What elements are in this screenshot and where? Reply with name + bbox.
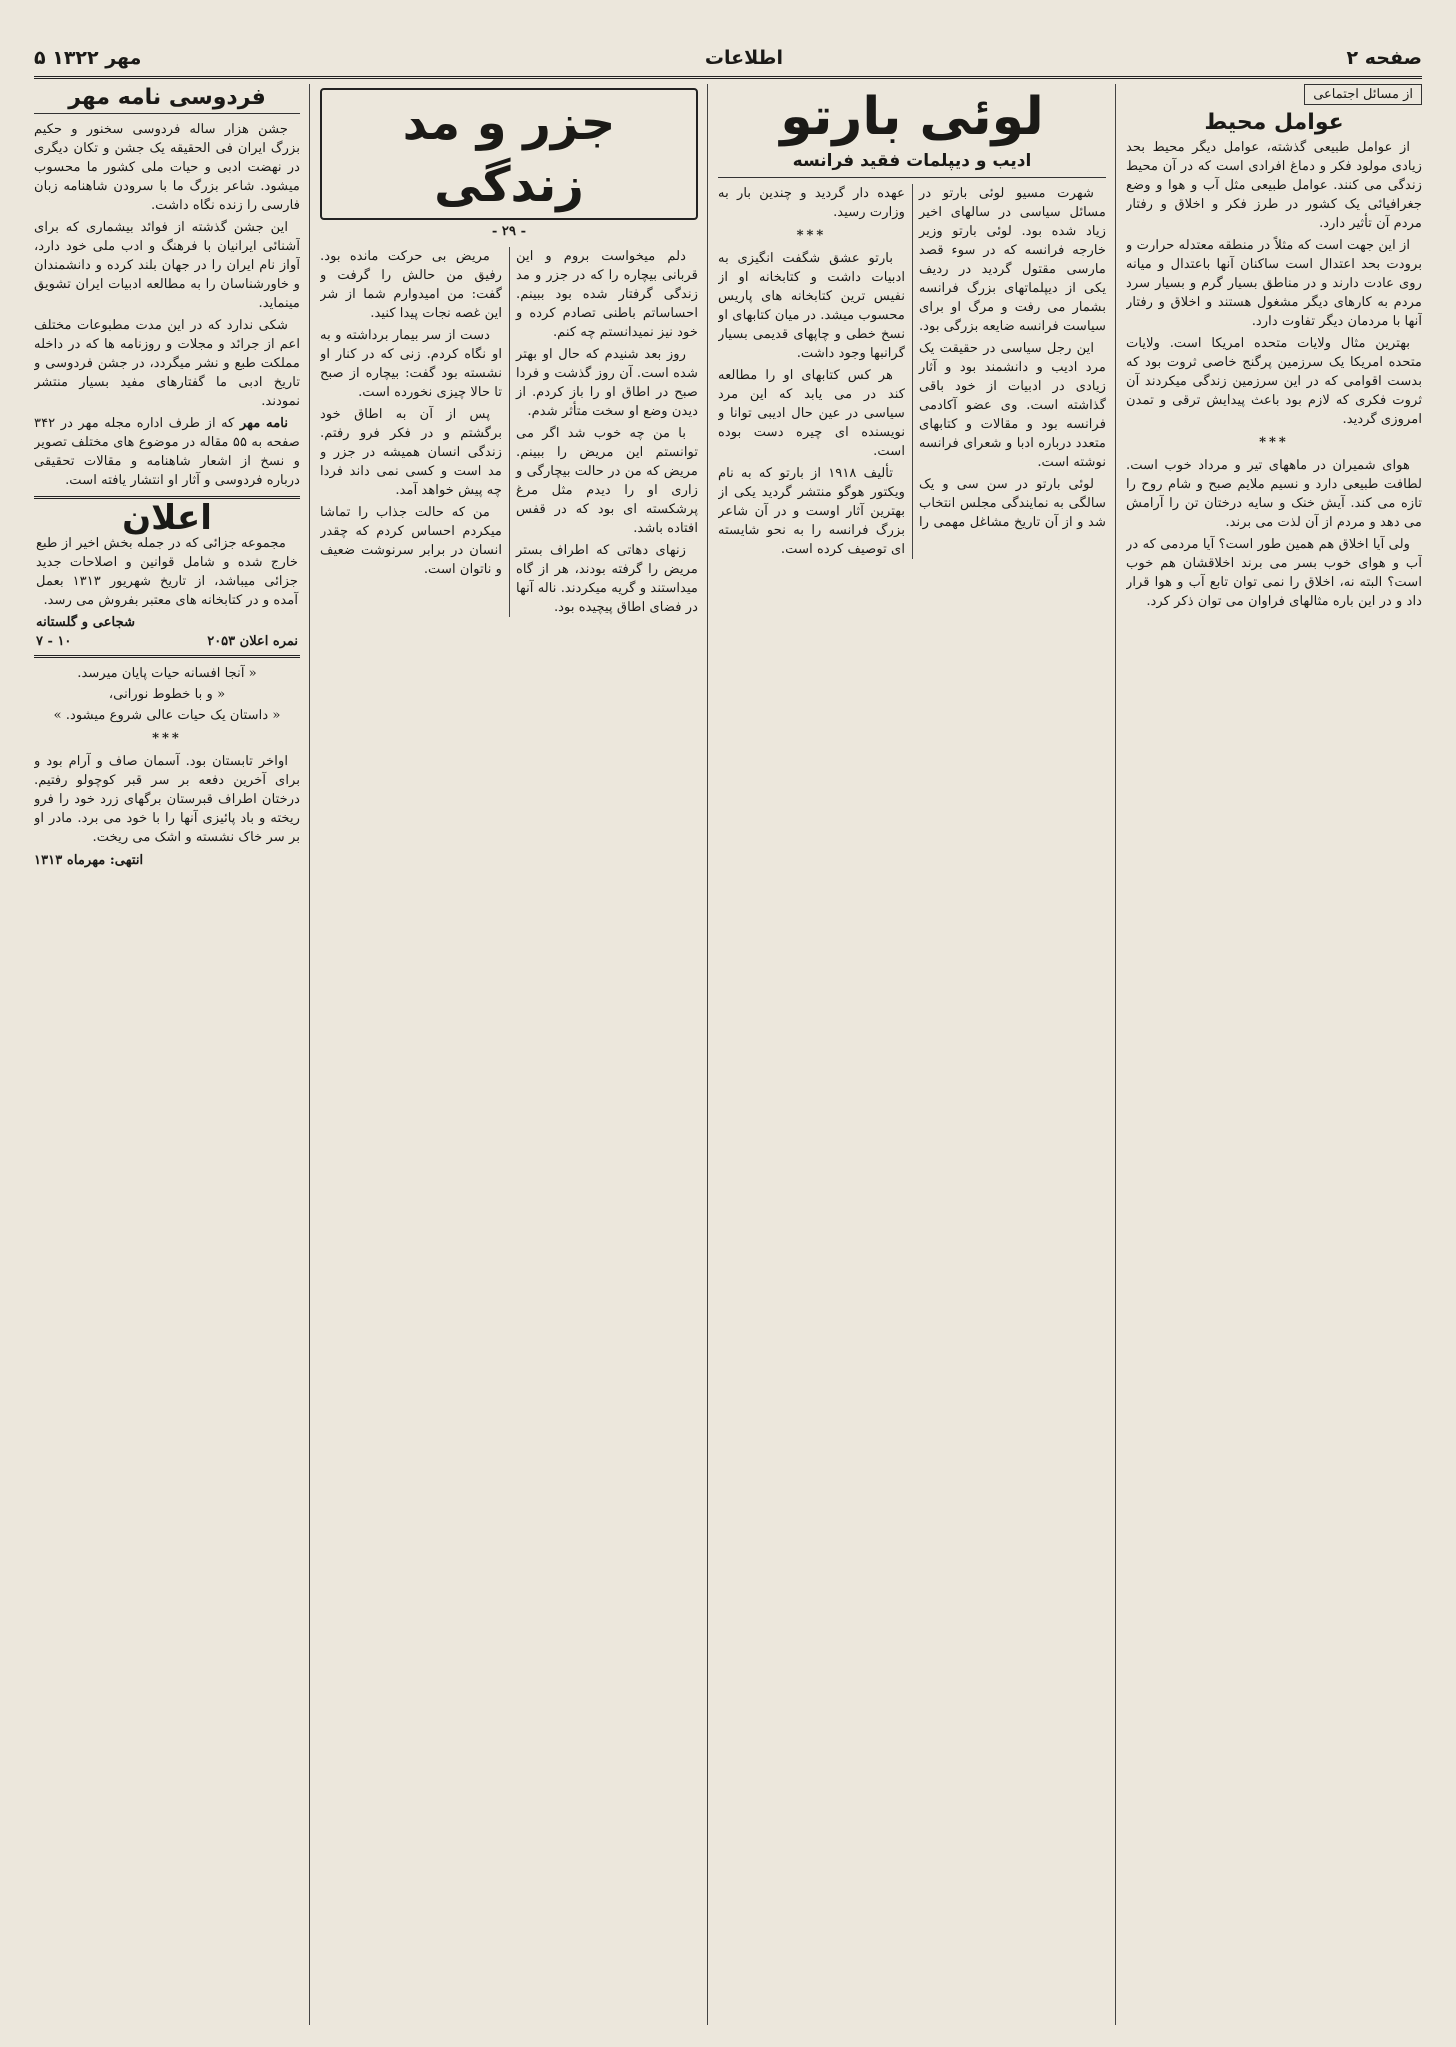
ad-count: ۱۰ - ۷ [36, 634, 72, 649]
article-body [320, 247, 698, 617]
column-louis-barthou [718, 84, 1106, 2025]
masthead [34, 40, 1422, 79]
paragraph: مریض بی حرکت مانده بود. رفیق من حالش را گرفت و گفت: من امیدوارم شما از شر این غصه نجات پیدا کنید. [320, 249, 502, 321]
paragraph: هوای شمیران در ماههای تیر و مرداد خوب است. لطافت طبیعی دارد و نسیم ملایم صبح و شام روح را تازه می کند. آیش خنک و سایه درختان تن را آرامش می دهد و مردم از آن لذت می برند. [1126, 458, 1422, 530]
paragraph: با من چه خوب شد اگر می توانستم این مریض را ببینم. مریض که من در حالت بیچارگی و زاری او را دیدم مثل مرغ پرشکسته ای بود که در قفس افتاده باشد. [516, 426, 698, 536]
poem-line: « آنجا افسانه حیات پایان میرسد. [77, 666, 257, 681]
newspaper-page [34, 40, 1422, 2025]
paragraph: بارتو عشق شگفت انگیزی به ادبیات داشت و کتابخانه او از نفیس ترین کتابخانه های پاریس محسوب میشد. در میان کتابهای او نسخ خطی و چاپهای قدیمی بسیار گرانبها وجود داشت. [718, 251, 905, 361]
ad-text: مجموعه جزائی که در جمله بخش اخیر از طبع خارج شده و شامل قوانین و اصلاحات جدید جزائی میباشد، از تاریخ شهریور ۱۳۱۳ بعمل آمده و در کتابخانه های معتبر بفروش می رسد. [36, 536, 298, 608]
paragraph: ولی آیا اخلاق هم همین طور است؟ آیا مردمی که در آب و هوای خوب بسر می برند اخلاقشان هم خوب است؟ البته نه، اخلاق را نمی توان تابع آب و هوا قرار داد و در این باره مثالهای فراوان می توان ذکر کرد. [1126, 537, 1422, 609]
article-body [718, 184, 1106, 559]
paragraph: از عوامل طبیعی گذشته، عوامل دیگر محیط بحد زیادی مولود فکر و دماغ افرادی است که در آن محیط زندگی می کنند. عوامل طبیعی مثل آب و هوا و وضع جغرافیائی یک کشور در طرز فکر و اخلاق و رفتار مردم آن تأثیر دارد. [1126, 140, 1422, 231]
column-ferdowsi [34, 84, 300, 2025]
paragraph: هر کس کتابهای او را مطالعه کند در می یابد که این مرد سیاسی در عین حال ادیبی توانا و نویسنده ای چیره دست بوده است. [718, 368, 905, 459]
paragraph: این جشن گذشته از فوائد بیشماری که برای آشنائی ایرانیان با فرهنگ و ادب ملی خود دارد، آواز نام ایران را در جهان بلند کرده و دانشمندان و خاورشناسان را به مطالعه ادبیات ایران تشویق مینماید. [34, 220, 300, 311]
ad-seller: شجاعی و گلستانه [36, 615, 136, 630]
paragraph: شکی ندارد که در این مدت مطبوعات مختلف اعم از جرائد و مجلات و روزنامه ها که در داخله مملکت طبع و نشر میگردد، در جشن فردوسی و تاریخ ادبی ما گفتارهای مفید بسیار منتشر نمودند. [34, 318, 300, 409]
column-rule [1115, 84, 1116, 2025]
article-subtitle: ادیب و دیپلمات فقید فرانسه [792, 151, 1032, 171]
section-divider-stars: *** [152, 731, 182, 746]
poem-block [34, 664, 300, 725]
column-rule [309, 84, 310, 2025]
paragraph [34, 414, 300, 490]
section-divider-stars: *** [1259, 435, 1289, 450]
column-rule [707, 84, 708, 2025]
paragraph: زنهای دهاتی که اطراف بستر مریض را گرفته بودند، هر از گاه میداستند و گریه میکردند. ناله آنها در فضای اطاق پیچیده بود. [516, 543, 698, 615]
ad-number: نمره اعلان ۲۰۵۳ [207, 634, 298, 649]
paragraph: اواخر تابستان بود. آسمان صاف و آرام بود و برای آخرین دفعه بر سر قبر کوچولو رفتیم. درختان اطراف قبرستان برگهای زرد خود را فرو ریخته و باد پائیزی آنها را با خود می برد. مادر او بر سر خاک نشسته و اشک می ریخت. [34, 754, 300, 845]
article-title-environment: عوامل محیط [1204, 110, 1344, 135]
episode-number: - ۲۹ - [491, 224, 527, 239]
paragraph: شهرت مسیو لوئی بارتو در مسائل سیاسی در سالهای اخیر زیاد شده بود. لوئی بارتو وزیر خارجه فرانسه که در سوء قصد مارسی مقتول گردید در ردیف یکی از دیپلماتهای بزرگ فرانسه بشمار می رفت و مرگ او برای سیاست فرانسه ضایعه بزرگی بود. [918, 186, 1106, 334]
paragraph: تألیف ۱۹۱۸ از بارتو که به نام ویکتور هوگو منتشر گردید یکی از بهترین آثار اوست و در آن شاعر بزرگ فرانسه را به نحو شایسته ای توصیف کرده است. [718, 466, 905, 557]
paper-name: اطلاعات [704, 47, 783, 69]
article-byline: انتهی: مهرماه ۱۳۱۳ [34, 853, 144, 868]
poem-line: « و با خطوط نورانی، [108, 687, 226, 702]
issue-date: ۵ مهر ۱۳۲۲ [34, 47, 142, 69]
paragraph: من که حالت جذاب را تماشا میکردم احساس کردم که چقدر انسان در برابر سرنوشت ضعیف و ناتوان است. [320, 505, 502, 577]
paragraph: لوئی بارتو در سن سی و یک سالگی به نمایندگی مجلس انتخاب شد و از آن تاریخ مشاغل مهمی را عهده دار گردید و چندین بار به وزارت رسید. [718, 186, 1106, 530]
paragraph: دلم میخواست بروم و این قربانی بیچاره را که در جزر و مد زندگی گرفتار شده بود ببینم. احساساتم باطنی تصادم کرده و خود نیز نمیدانستم چه کنم. [516, 249, 698, 340]
ad-title: اعلان [122, 498, 212, 538]
paragraph: بهترین مثال ولایات متحده امریکا است. ولایات متحده امریکا یک سرزمین پرگنج خاصی ثروت بود که بدست اقوامی که در این سرزمین زندگی میکردند آن ثروت فکری که لازم بود باعث پیدایش ترقی و تمدن امروزی گردید. [1126, 336, 1422, 427]
section-tag: از مسائل اجتماعی [1304, 84, 1422, 105]
magazine-name: نامه مهر [239, 416, 288, 431]
paragraph: این رجل سیاسی در حقیقت یک مرد ادیب و دانشمند بود و آثار زیادی در ادبیات از خود باقی گذاشته است. وی عضو آکادمی فرانسه بود و مقالات و کتابهای متعدد درباره ادبا و شعرای فرانسه نوشته است. [919, 341, 1106, 470]
paragraph: جشن هزار ساله فردوسی سخنور و حکیم بزرگ ایران فی الحقیقه یک جشن و تکان دیگری در نهضت ادبی و حیات ملی کشور ما محسوب میشود. شاعر بزرگ ما با سرودن شاهنامه زبان فارسی را زنده نگاه داشت. [34, 122, 300, 213]
section-divider-stars: *** [796, 228, 827, 243]
paragraph: روز بعد شنیدم که حال او بهتر شده است. آن روز گذشت و فردا صبح در اطاق او را باز کردم. از دیدن وضع او سخت متأثر شدم. [516, 347, 698, 419]
article-title-ferdowsi: فردوسی نامه مهر [68, 85, 266, 110]
article-title-tide: جزر و مد زندگی [320, 88, 698, 220]
paragraph: پس از آن به اطاق خود برگشتم و در فکر فرو رفتم. زندگی انسان همیشه در جزر و مد است و کسی نمی داند فردا چه پیش خواهد آمد. [320, 407, 502, 498]
advertisement [34, 496, 300, 658]
page-label: صفحه ۲ [1346, 47, 1422, 69]
article-title-barthou: لوئی بارتو [780, 87, 1044, 147]
poem-line: « داستان یک حیات عالی شروع میشود. » [53, 708, 281, 723]
paragraph: از این جهت است که مثلاً در منطقه معتدله حرارت و برودت بحد اعتدال است ساکنان آنها باعتدال و میانه روی عادت دارند و در مناطق بسیار گرم و بسیار سرد مردم به کارهای دیگر مشغول هستند و اخلاق و رفتار آنها با مردمان دیگر تفاوت دارد. [1126, 238, 1422, 329]
column-social-issues [1126, 84, 1422, 2025]
column-tide-of-life [320, 84, 698, 2025]
magazine-text: که از طرف اداره مجله مهر در ۳۴۲ صفحه به ۵۵ مقاله در موضوع های مختلف تصویر و نسخ از اشعار شاهنامه و مقالات تحقیقی درباره فردوسی و آثار او انتشار یافته است. [34, 416, 300, 488]
paragraph: دست از سر بیمار برداشته و به او نگاه کردم. زنی که در کنار او نشسته بود گفت: بیچاره از صبح تا حالا چیزی نخورده است. [320, 328, 502, 400]
